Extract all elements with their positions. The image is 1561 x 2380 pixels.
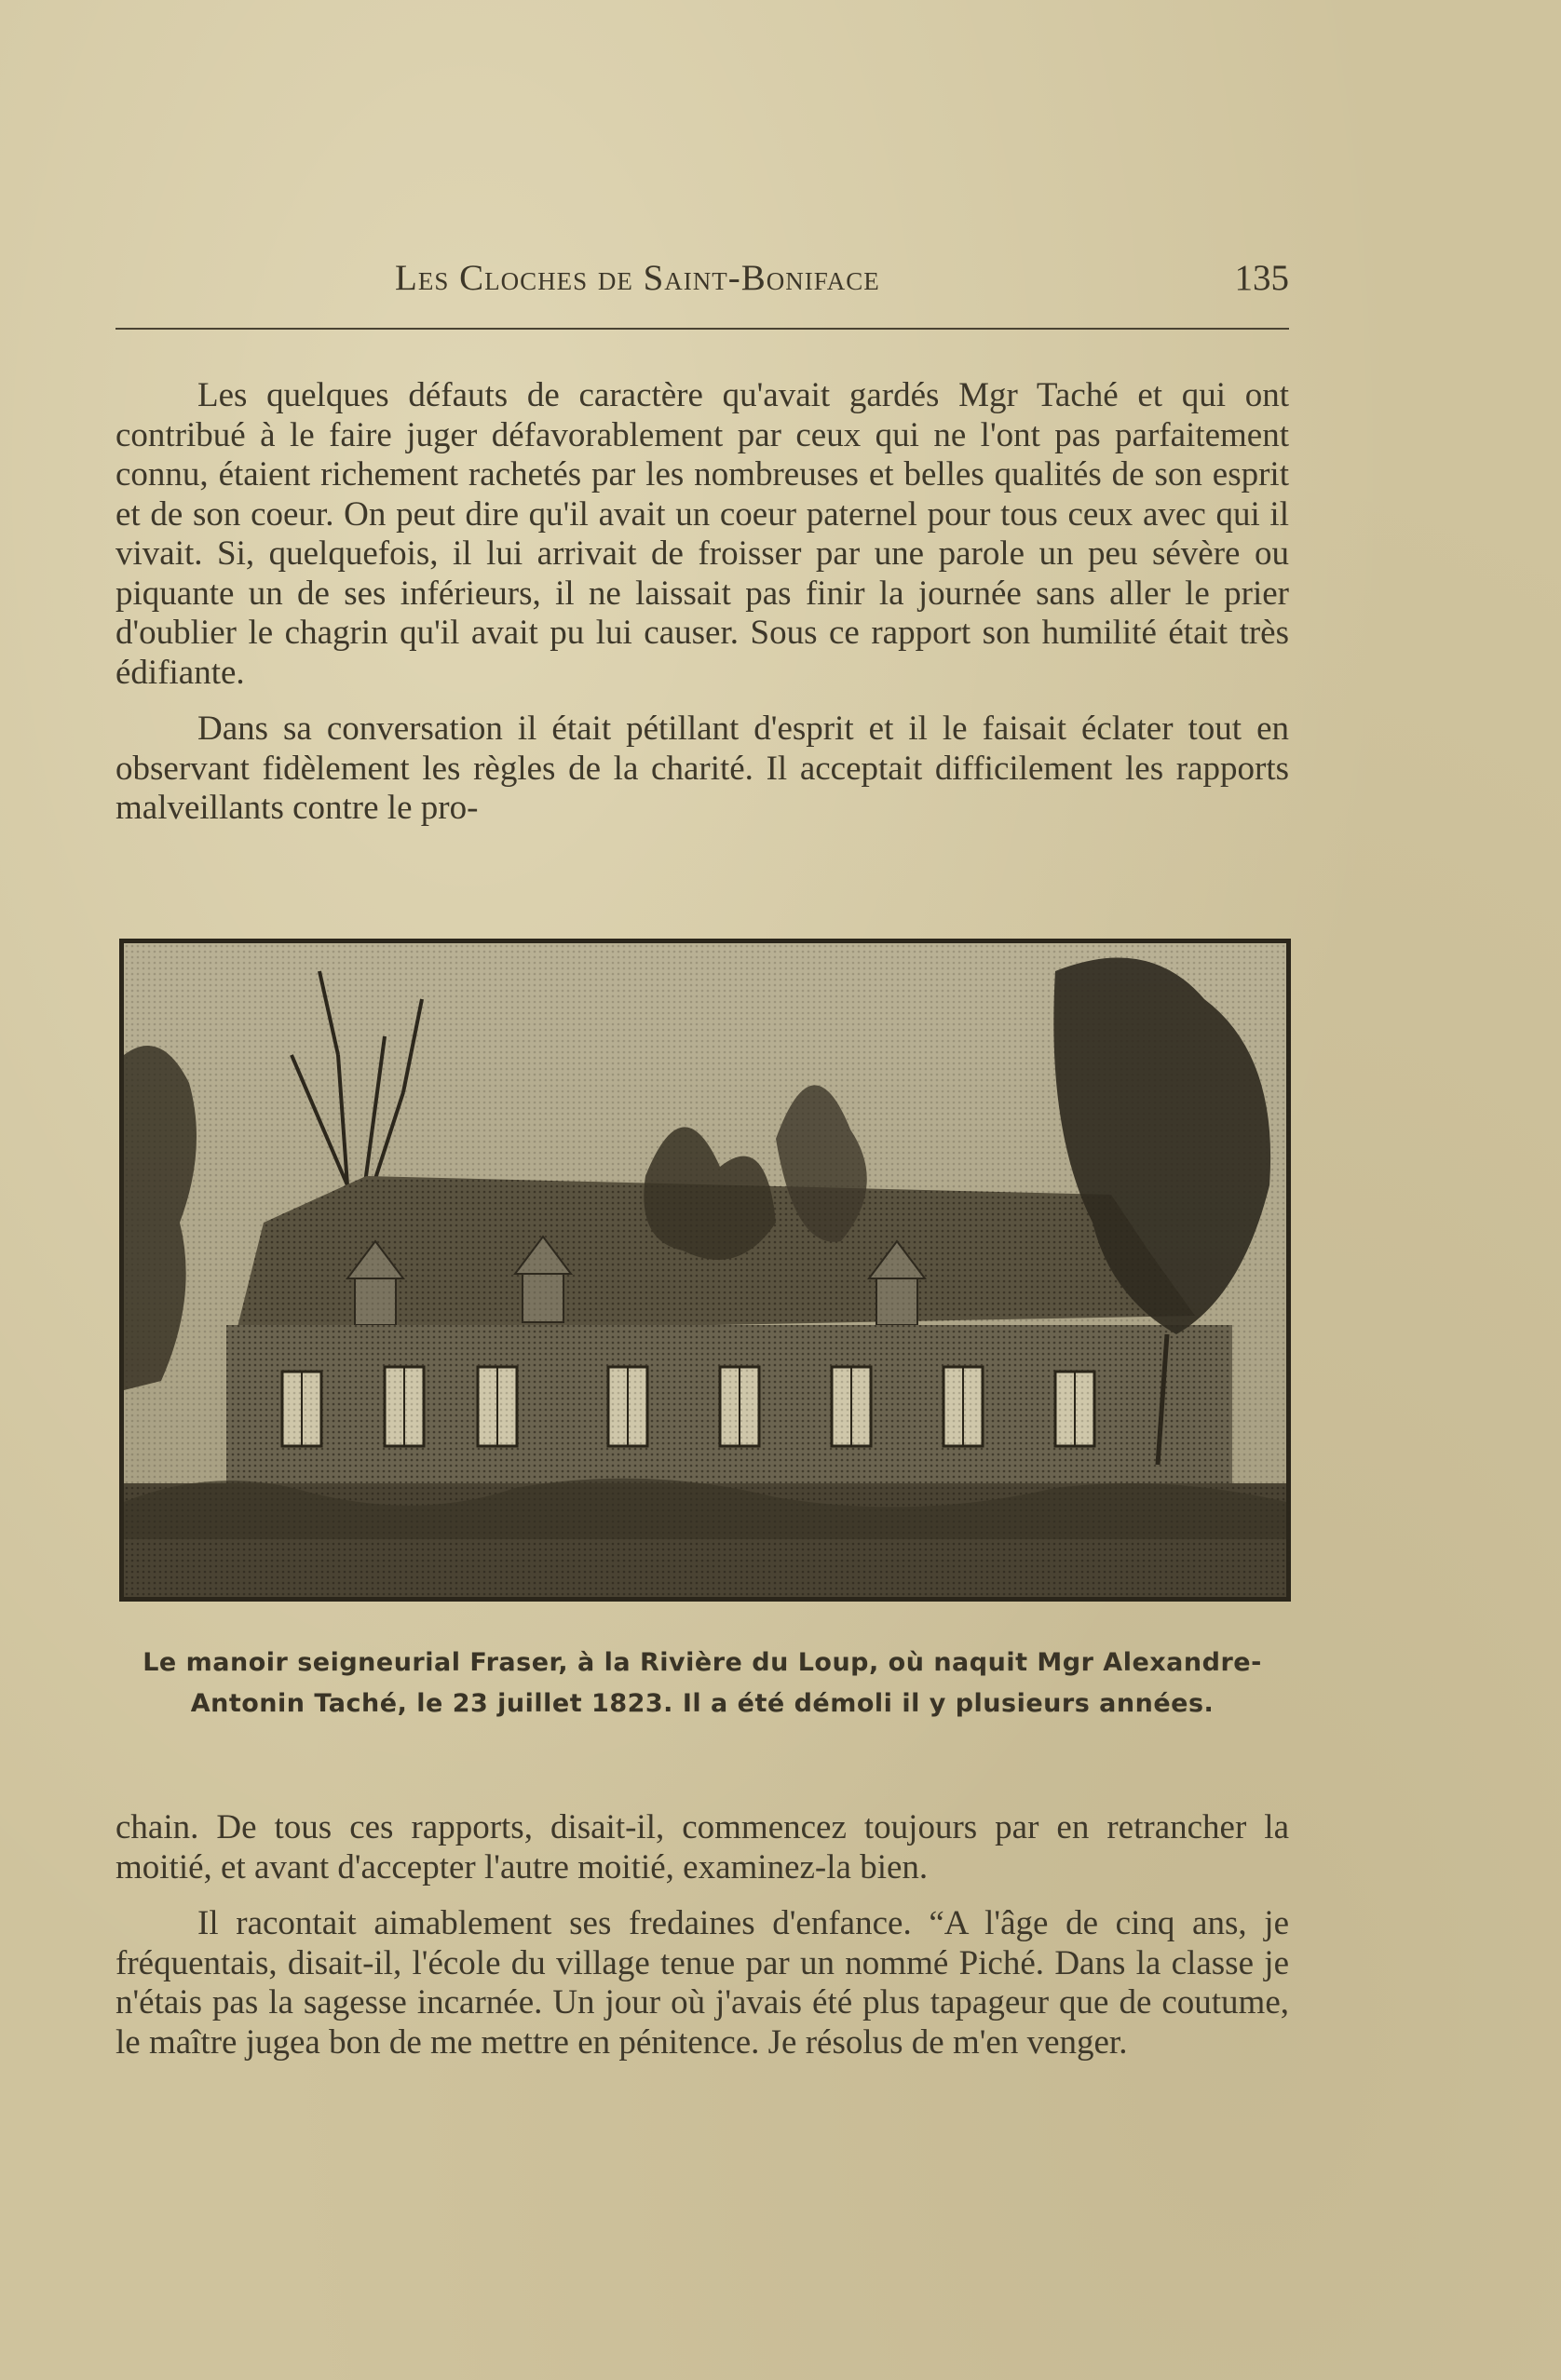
running-title: Les Cloches de Saint-Boniface: [395, 258, 880, 298]
text-block-bottom: [115, 1808, 1289, 2062]
figure-caption: Le manoir seigneurial Fraser, à la Rivière du Loup, où naquit Mgr Alexandre-Antonin Taché, le 23 juillet 1823. Il a été démoli il y plusieurs années.: [143, 1648, 1262, 1718]
page-number: 135: [1234, 258, 1289, 298]
photo-grain: [124, 943, 1286, 1597]
paragraph-conversation: Dans sa conversation il était pétillant d'esprit et il le faisait éclater tout en observant fidèlement les règles de la charité. Il acceptait difficilement les rapports malveillants contre le pro-: [115, 710, 1289, 827]
manor-photo-illustration: [124, 943, 1286, 1597]
paragraph-defauts: Les quelques défauts de caractère qu'avait gardés Mgr Taché et qui ont contribué à le faire juger défavorablement par ceux qui ne l'ont pas parfaitement connu, étaient richement rachetés par les nombreuses et belles qualités de son esprit et de son coeur. On peut dire qu'il avait un coeur paternel pour tous ceux avec qui il vivait. Si, quelquefois, il lui arrivait de froisser par une parole un peu sévère ou piquante un de ses inférieurs, il ne laissait pas finir la journée sans aller le prier d'oublier le chagrin qu'il avait pu lui causer. Sous ce rapport son humilité était très édifiante.: [115, 376, 1289, 692]
text-block-top: [115, 376, 1289, 829]
running-head: [115, 251, 1289, 302]
book-page: [115, 251, 1289, 2062]
paragraph-chain: chain. De tous ces rapports, disait-il, commencez toujours par en retrancher la moitié, et avant d'accepter l'autre moitié, examinez-la bien.: [115, 1808, 1289, 1886]
header-rule: [115, 328, 1289, 330]
paragraph-fredaines: Il racontait aimablement ses fredaines d'enfance. “A l'âge de cinq ans, je fréquentais, disait-il, l'école du village tenue par un nommé Piché. Dans la classe je n'étais pas la sagesse incarnée. Un jour où j'avais été plus tapageur que de coutume, le maître jugea bon de me mettre en pénitence. Je résolus de m'en venger.: [115, 1904, 1289, 2062]
manor-photograph: [119, 939, 1291, 1602]
